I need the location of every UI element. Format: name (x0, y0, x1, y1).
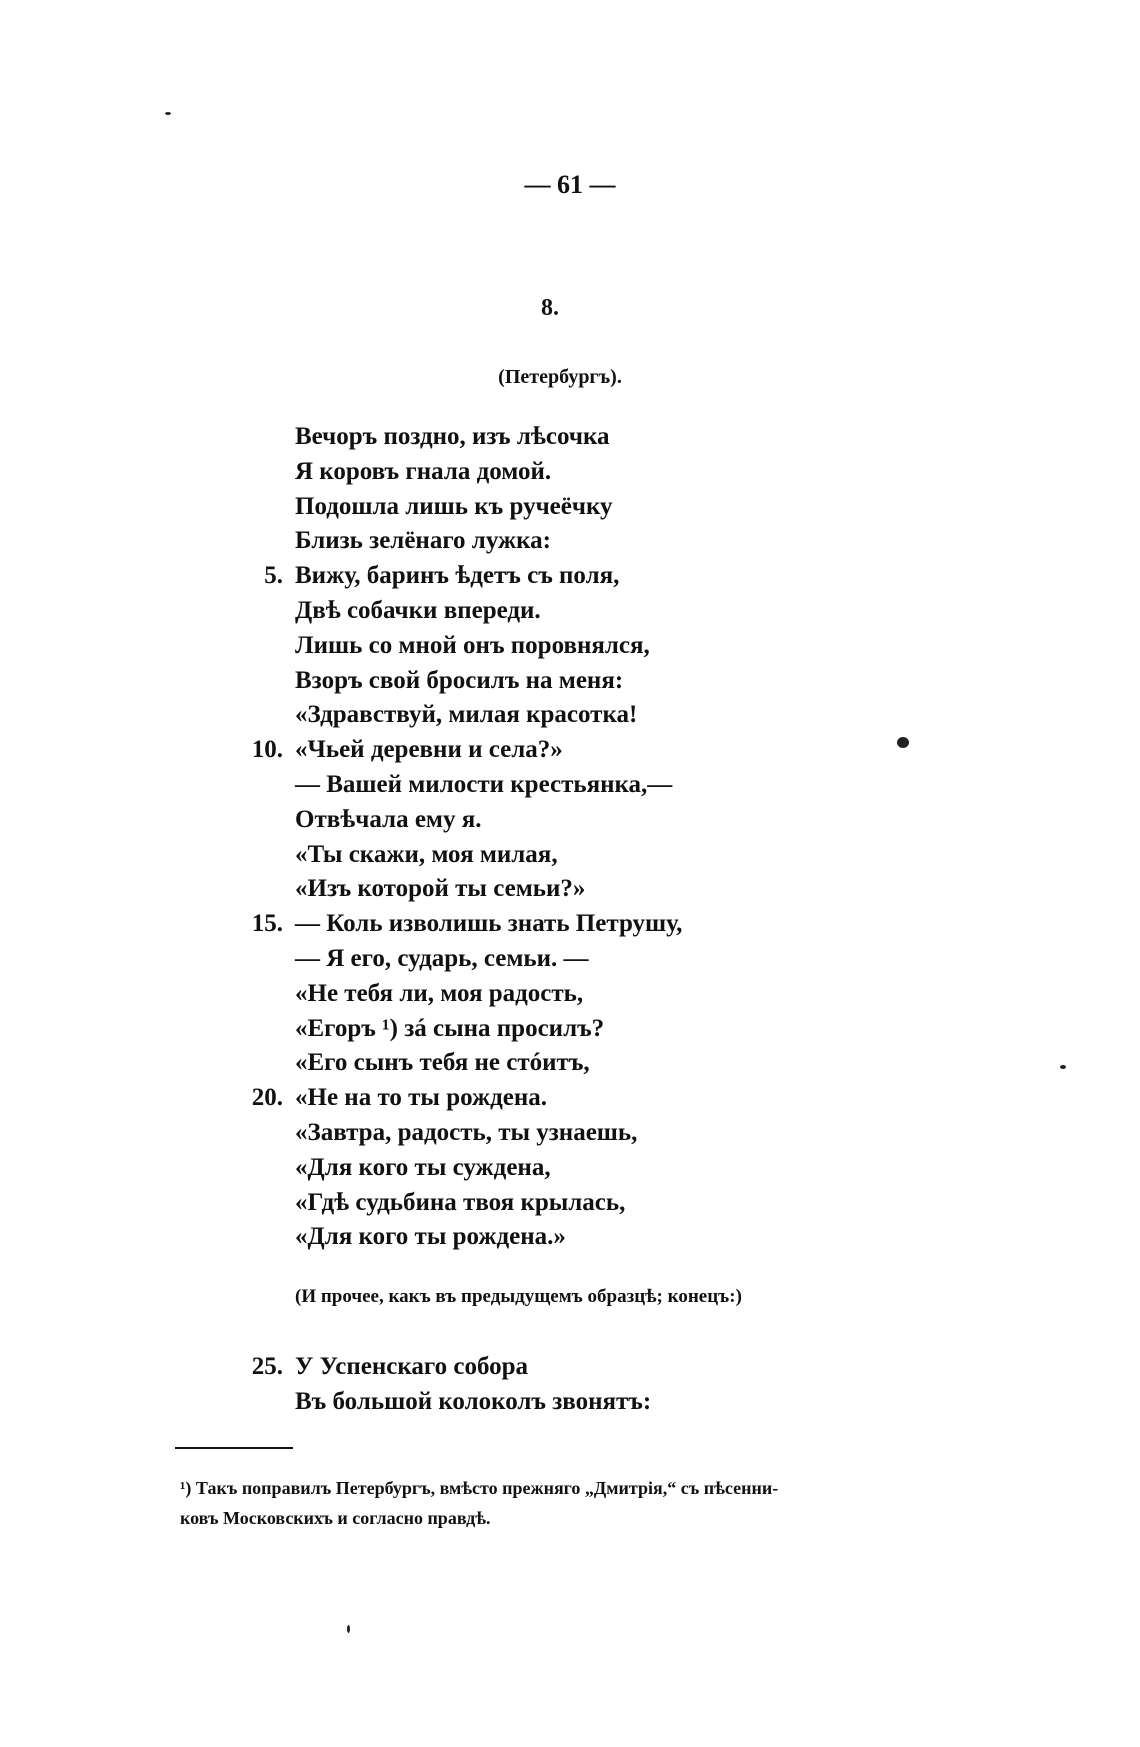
line-text: Близь зелёнаго лужка: (295, 527, 551, 555)
line-number: 5. (264, 562, 283, 590)
poem-line (295, 1046, 590, 1080)
line-text: Вечоръ поздно, изъ лѣсочка (295, 423, 610, 450)
line-number: 25. (251, 1353, 283, 1380)
ink-speck (897, 737, 909, 748)
line-number: 10. (251, 736, 283, 764)
line-text: Взоръ свой бросилъ на меня: (295, 666, 624, 694)
page-number: — 61 — (524, 170, 616, 199)
section-number: 8. (541, 295, 559, 321)
line-text: Вижу, баринъ ѣдетъ съ поля, (295, 562, 620, 590)
line-text: «Завтра, радость, ты узнаешь, (295, 1119, 638, 1146)
poem-line (295, 1186, 625, 1220)
line-text: — Я его, сударь, семьи. — (295, 945, 589, 972)
poem-line (251, 1350, 529, 1384)
footnote-divider (175, 1447, 293, 1449)
line-text: «Его сынъ тебя не стóитъ, (295, 1049, 590, 1077)
line-text: Лишь со мной онъ поровнялся, (295, 631, 650, 659)
ink-speck (347, 1625, 350, 1633)
line-text: Я коровъ гнала домой. (295, 457, 552, 485)
poem-line (295, 594, 541, 628)
line-text: У Успенскаго собора (295, 1353, 529, 1380)
line-number: 15. (251, 910, 283, 938)
footnote-line: ¹) Такъ поправилъ Петербургъ, вмѣсто прежняго „Дмитрія,“ съ пѣсенни- (180, 1478, 779, 1498)
ink-speck (165, 112, 171, 115)
poem-line (295, 420, 609, 454)
poem-line (295, 872, 585, 906)
line-text: — Коль изволишь знать Петрушу, (295, 910, 683, 938)
line-text: «Гдѣ судьбина твоя крылась, (295, 1188, 626, 1216)
line-text: «Чьей деревни и села?» (295, 736, 563, 764)
poem-line (295, 838, 558, 872)
line-text: — Вашей милости крестьянка,— (295, 771, 673, 798)
poem-line (295, 977, 583, 1011)
line-text: Двѣ собачки впереди. (295, 597, 541, 624)
poem-line (251, 907, 683, 941)
poem-line (295, 664, 623, 698)
line-text: «Здравствуй, милая красотка! (295, 701, 638, 729)
poem-line (295, 803, 481, 837)
line-number: 20. (251, 1084, 283, 1112)
footnote-line: ковъ Московскихъ и согласно правдѣ. (180, 1508, 491, 1528)
line-text: «Для кого ты рождена.» (295, 1223, 566, 1251)
editorial-note: (И прочее, какъ въ предыдущемъ образцѣ; конецъ:) (295, 1286, 742, 1307)
song-subtitle: (Петербургъ). (498, 366, 622, 388)
line-text: Подошла лишь къ ручеёчку (295, 492, 613, 520)
poem-line (295, 1220, 566, 1254)
poem-line (295, 1385, 651, 1419)
footnote (180, 1473, 950, 1533)
line-text: «Не на то ты рождена. (295, 1084, 548, 1112)
line-text: «Ты скажи, моя милая, (295, 840, 558, 868)
poem-line (295, 942, 589, 976)
poem-line (251, 1081, 548, 1115)
line-text: «Для кого ты суждена, (295, 1153, 551, 1181)
poem-line (295, 629, 650, 663)
poem-line (295, 490, 613, 524)
poem-line (295, 524, 551, 558)
poem-line (295, 1012, 604, 1046)
line-text: «Изъ которой ты семьи?» (295, 875, 586, 903)
line-text: Въ большой колоколъ звонятъ: (295, 1387, 652, 1415)
poem-line (251, 733, 563, 767)
line-text: «Не тебя ли, моя радость, (295, 979, 584, 1007)
poem-line (295, 455, 551, 489)
poem-line (295, 768, 672, 802)
poem-line (295, 1151, 551, 1185)
line-text: Отвѣчала ему я. (295, 805, 482, 833)
poem-line (295, 1116, 637, 1150)
poem-line (264, 559, 620, 593)
line-text: «Егоръ ¹) зá сына просилъ? (295, 1014, 605, 1042)
poem-line (295, 698, 637, 732)
ink-speck (1060, 1065, 1066, 1069)
